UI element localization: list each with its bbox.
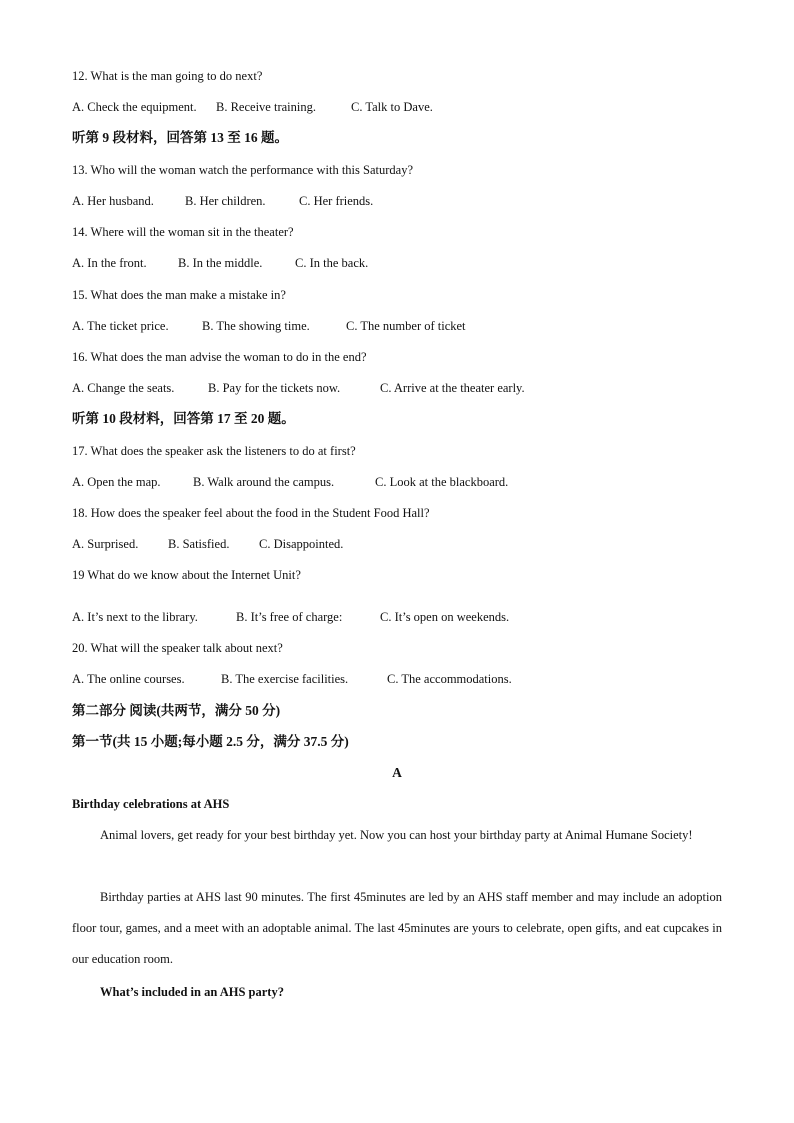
option-c: C. Look at the blackboard. [375, 475, 509, 489]
question-12: 12. What is the man going to do next? [72, 69, 263, 83]
question-19: 19 What do we know about the Internet Unit? [72, 568, 301, 582]
options-15 [72, 318, 722, 334]
option-c: C. Her friends. [299, 194, 374, 208]
options-19 [72, 609, 722, 625]
part-two-section-heading: 第一节(共 15 小题;每小题 2.5 分，满分 37.5 分) [72, 734, 349, 749]
paragraph-2: Birthday parties at AHS last 90 minutes. The first 45minutes are led by an AHS staff member and may include an adoption floor tour, games, and a meet with an adoptable animal. The last 45minutes are yours to celebrate, open gifts, and eat cupcakes in our education room. [72, 890, 722, 966]
options-17 [72, 474, 722, 490]
question-13: 13. Who will the woman watch the performance with this Saturday? [72, 163, 413, 177]
option-b: B. The showing time. [202, 319, 310, 333]
option-c: C. Talk to Dave. [351, 100, 433, 114]
question-16: 16. What does the man advise the woman to do in the end? [72, 350, 367, 364]
option-c: C. Disappointed. [259, 537, 344, 551]
option-a: A. It’s next to the library. [72, 610, 198, 624]
option-b: B. Receive training. [216, 100, 316, 114]
option-c: C. The number of ticket [346, 319, 466, 333]
option-b: B. It’s free of charge: [236, 610, 343, 624]
option-a: A. Surprised. [72, 537, 139, 551]
option-a: A. Open the map. [72, 475, 161, 489]
question-14: 14. Where will the woman sit in the theater? [72, 225, 294, 239]
subheading: What’s included in an AHS party? [100, 985, 284, 999]
option-a: A. The online courses. [72, 672, 185, 686]
question-18: 18. How does the speaker feel about the food in the Student Food Hall? [72, 506, 430, 520]
option-a: A. The ticket price. [72, 319, 169, 333]
section-heading-10: 听第 10 段材料，回答第 17 至 20 题。 [72, 411, 295, 426]
option-c: C. The accommodations. [387, 672, 512, 686]
option-a: A. In the front. [72, 256, 147, 270]
option-a: A. Her husband. [72, 194, 154, 208]
paragraph-1: Animal lovers, get ready for your best birthday yet. Now you can host your birthday party at Animal Humane Society! [100, 828, 693, 842]
section-heading-9: 听第 9 段材料，回答第 13 至 16 题。 [72, 130, 288, 145]
part-two-heading: 第二部分 阅读(共两节，满分 50 分) [72, 703, 281, 718]
options-14 [72, 255, 722, 271]
passage-title: Birthday celebrations at AHS [72, 797, 230, 811]
options-20 [72, 671, 722, 687]
option-c: C. It’s open on weekends. [380, 610, 510, 624]
option-c: C. In the back. [295, 256, 369, 270]
option-a: A. Check the equipment. [72, 100, 197, 114]
option-b: B. Walk around the campus. [193, 475, 335, 489]
options-16 [72, 380, 722, 396]
option-a: A. Change the seats. [72, 381, 175, 395]
options-13 [72, 193, 722, 209]
option-b: B. Satisfied. [168, 537, 230, 551]
options-18 [72, 536, 722, 552]
question-15: 15. What does the man make a mistake in? [72, 288, 286, 302]
question-20: 20. What will the speaker talk about next? [72, 641, 283, 655]
option-b: B. Her children. [185, 194, 266, 208]
option-b: B. The exercise facilities. [221, 672, 349, 686]
question-17: 17. What does the speaker ask the listeners to do at first? [72, 444, 356, 458]
option-b: B. Pay for the tickets now. [208, 381, 341, 395]
passage-label: A [392, 765, 402, 780]
options-12 [72, 99, 722, 115]
option-c: C. Arrive at the theater early. [380, 381, 525, 395]
option-b: B. In the middle. [178, 256, 263, 270]
